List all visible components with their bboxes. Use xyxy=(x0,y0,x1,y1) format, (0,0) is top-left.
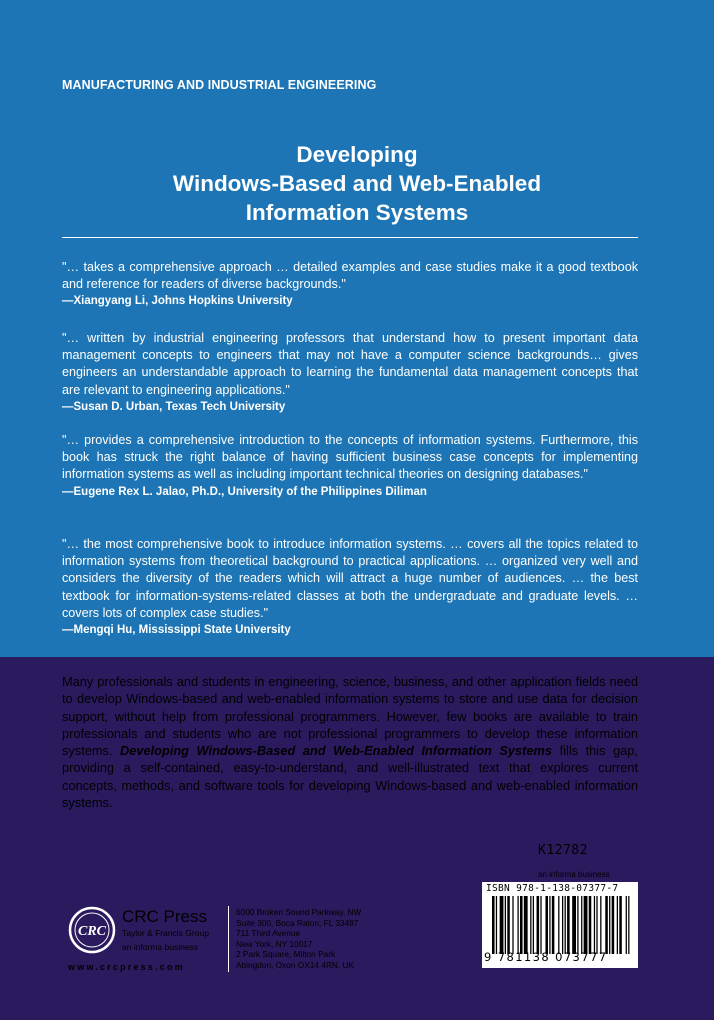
quote-4 xyxy=(62,536,638,639)
barcode-bar xyxy=(549,896,550,954)
address-line: Abingdon, Oxon OX14 4RN, UK xyxy=(236,959,355,970)
isbn-label: ISBN 978-1-138-07377-7 xyxy=(486,883,619,894)
description-part-1: Many professionals and students in engineering, science, business, and other application fields need to develop Windows-based and web-enabled information systems to store and use data for decision support, without help from professional programmers. However, few books are available to train professionals and students who are not professional programmers to develop these information systems. xyxy=(62,674,638,759)
barcode-bar xyxy=(596,896,597,954)
barcode-bar xyxy=(600,896,601,954)
informa-small-label: an informa business xyxy=(538,870,610,879)
barcode-bar xyxy=(626,896,627,954)
barcode-bar xyxy=(594,896,595,954)
book-title xyxy=(0,140,714,227)
quote-text: "… takes a comprehensive approach … detailed examples and case studies make it a good textbook and reference for readers of diverse backgrounds." xyxy=(62,260,638,292)
barcode-bar xyxy=(612,896,615,954)
quote-1 xyxy=(62,259,638,311)
barcode-bar xyxy=(617,896,618,954)
title-line-3: Information Systems xyxy=(245,200,469,225)
barcode-bar xyxy=(567,896,570,954)
barcode-bar xyxy=(562,896,563,954)
quote-2 xyxy=(62,330,638,416)
description-part-2: fills this gap, providing a self-contained, easy-to-understand, and well-illustrated text that explores current concepts, methods, and software tools for developing Windows-based and web-enabled information systems. xyxy=(62,743,638,811)
quote-source: —Xiangyang Li, Johns Hopkins University xyxy=(62,295,293,308)
book-description xyxy=(62,673,638,811)
barcode-bar xyxy=(507,896,510,954)
address-line: New York, NY 10017 xyxy=(236,938,313,949)
barcode-bar xyxy=(505,896,506,954)
title-line-1: Developing xyxy=(296,142,418,167)
publisher-website[interactable]: www.crcpress.com xyxy=(68,962,185,972)
barcode-bar xyxy=(520,896,523,954)
barcode-bar xyxy=(496,896,497,954)
barcode-bar xyxy=(545,896,548,954)
barcode-bar xyxy=(584,896,588,954)
quote-3 xyxy=(62,432,638,501)
publisher-name: CRC Press xyxy=(122,907,208,926)
catalog-code: K12782 xyxy=(538,843,588,858)
address-line: 711 Third Avenue xyxy=(236,928,301,939)
quote-source: —Susan D. Urban, Texas Tech University xyxy=(62,400,286,413)
barcode xyxy=(482,882,638,968)
title-divider xyxy=(62,237,638,238)
publisher-group: Taylor & Francis Group xyxy=(122,928,209,938)
barcode-bar xyxy=(537,896,540,954)
publisher-informa: an informa business xyxy=(122,942,199,952)
publisher-address xyxy=(236,907,361,971)
title-line-2: Windows-Based and Web-Enabled xyxy=(172,171,542,196)
barcode-bar xyxy=(589,896,592,954)
barcode-bar xyxy=(524,896,528,954)
barcode-bar xyxy=(565,896,566,954)
description-book-title: Developing Windows-Based and Web-Enabled Information Systems xyxy=(120,743,553,759)
barcode-bar xyxy=(512,896,513,954)
barcode-bar xyxy=(552,896,555,954)
series-label: MANUFACTURING AND INDUSTRIAL ENGINEERING xyxy=(62,78,377,92)
barcode-bar xyxy=(500,896,504,954)
quote-text: "… provides a comprehensive introduction to the concepts of information systems. Furthermore, this book has struck the right balance of having sufficient business case concepts for implementing information systems as well as including important technical theories on designing databases." xyxy=(62,433,638,482)
publisher-divider xyxy=(228,906,229,972)
quote-source: —Eugene Rex L. Jalao, Ph.D., University of the Philippines Diliman xyxy=(62,485,427,498)
address-line: Suite 300, Boca Raton, FL 33487 xyxy=(236,917,359,928)
address-line: 6000 Broken Sound Parkway, NW xyxy=(236,907,362,917)
barcode-bar xyxy=(492,896,495,954)
barcode-bar xyxy=(540,896,541,954)
barcode-bar xyxy=(581,896,582,954)
barcode-bar xyxy=(533,896,534,954)
barcode-bar xyxy=(558,896,559,954)
barcode-bar xyxy=(628,896,629,954)
barcode-bar xyxy=(577,896,578,954)
crc-logo-text: CRC xyxy=(77,924,107,939)
quote-text: "… the most comprehensive book to introduce information systems. … covers all the topics related to information systems from theoretical background to practical applications. … organized very well and considers the diversity of the readers which will attract a huge number of audiences. … the best textbook for information-systems-related classes at both the undergraduate and graduate levels. … covers lots of complex case studies." xyxy=(62,537,638,620)
barcode-bar xyxy=(530,896,531,954)
crc-logo-icon xyxy=(68,906,116,954)
barcode-bars xyxy=(492,896,632,954)
barcode-bar xyxy=(619,896,622,954)
barcode-bar xyxy=(517,896,518,954)
barcode-bar xyxy=(572,896,576,954)
quote-source: —Mengqi Hu, Mississippi State University xyxy=(62,624,291,637)
address-line: 2 Park Square, Milton Park xyxy=(236,949,336,960)
barcode-bar xyxy=(609,896,610,954)
barcode-number: 9 781138 073777 xyxy=(484,950,608,964)
quote-text: "… written by industrial engineering professors that understand how to present important data management concepts to engineers that may not have a computer science backgrounds… gives engineers an understandable approach to learning the fundamental data management concepts that are relevant to engineering applications." xyxy=(62,331,638,397)
barcode-bar xyxy=(605,896,608,954)
